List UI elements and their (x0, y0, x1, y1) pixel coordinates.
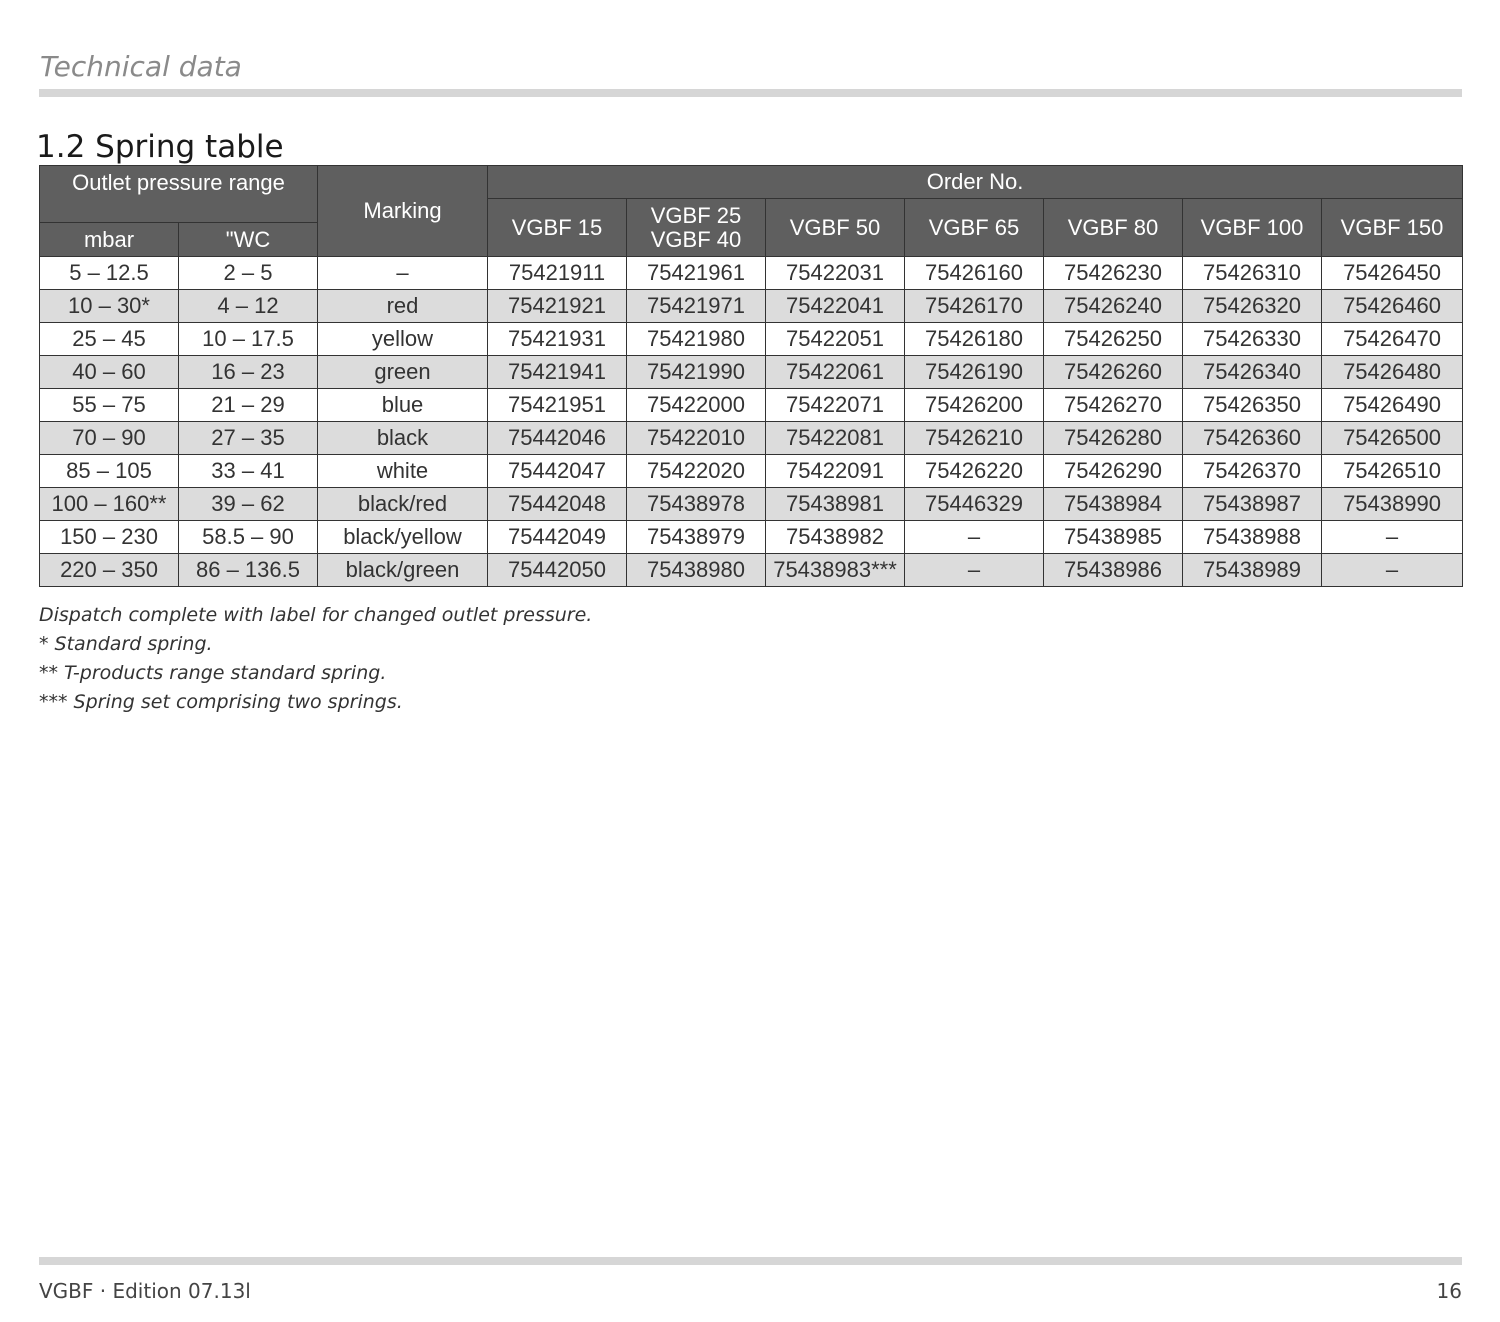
table-cell: 86 – 136.5 (179, 554, 318, 587)
table-cell: 39 – 62 (179, 488, 318, 521)
table-cell: 75421980 (627, 323, 766, 356)
table-cell: 75426280 (1044, 422, 1183, 455)
table-cell: 75426490 (1322, 389, 1463, 422)
table-cell: 75442050 (488, 554, 627, 587)
table-row (40, 521, 1463, 554)
table-cell: – (905, 521, 1044, 554)
table-cell: 75421941 (488, 356, 627, 389)
table-cell: 16 – 23 (179, 356, 318, 389)
table-cell: 75438984 (1044, 488, 1183, 521)
table-row (40, 356, 1463, 389)
table-cell: 75426340 (1183, 356, 1322, 389)
table-row (40, 290, 1463, 323)
table-cell: – (318, 257, 488, 290)
table-cell: 2 – 5 (179, 257, 318, 290)
marking-header: Marking (318, 166, 488, 257)
table-cell: 75422081 (766, 422, 905, 455)
table-cell: 75426470 (1322, 323, 1463, 356)
table-cell: yellow (318, 323, 488, 356)
table-cell: 75438985 (1044, 521, 1183, 554)
table-row (40, 257, 1463, 290)
table-cell: 75422010 (627, 422, 766, 455)
table-cell: 75438988 (1183, 521, 1322, 554)
table-cell: 75446329 (905, 488, 1044, 521)
table-cell: black (318, 422, 488, 455)
table-cell: 75438987 (1183, 488, 1322, 521)
table-row (40, 389, 1463, 422)
table-cell: 75438986 (1044, 554, 1183, 587)
table-cell: black/red (318, 488, 488, 521)
table-row (40, 422, 1463, 455)
table-cell: black/green (318, 554, 488, 587)
table-cell: 21 – 29 (179, 389, 318, 422)
table-cell: 75442048 (488, 488, 627, 521)
table-cell: – (1322, 521, 1463, 554)
table-cell: 75422000 (627, 389, 766, 422)
table-cell: 5 – 12.5 (40, 257, 179, 290)
model-header: VGBF 100 (1183, 199, 1322, 257)
table-cell: 75438980 (627, 554, 766, 587)
table-cell: 75426240 (1044, 290, 1183, 323)
table-cell: 10 – 17.5 (179, 323, 318, 356)
table-cell: 75426200 (905, 389, 1044, 422)
page-number: 16 (1436, 1279, 1462, 1303)
table-cell: green (318, 356, 488, 389)
table-cell: 75426260 (1044, 356, 1183, 389)
footnote-t-products: ** T-products range standard spring. (39, 662, 387, 684)
table-cell: blue (318, 389, 488, 422)
table-row (40, 488, 1463, 521)
table-cell: 75426480 (1322, 356, 1463, 389)
mbar-header: mbar (40, 223, 179, 257)
section-title: Technical data (40, 50, 242, 83)
model-header: VGBF 80 (1044, 199, 1183, 257)
footer-edition: VGBF · Edition 07.13l (39, 1279, 251, 1303)
table-cell: 75426270 (1044, 389, 1183, 422)
table-cell: 75421990 (627, 356, 766, 389)
table-cell: 75421961 (627, 257, 766, 290)
table-cell: 75426180 (905, 323, 1044, 356)
table-cell: 75438982 (766, 521, 905, 554)
table-cell: 75426370 (1183, 455, 1322, 488)
table-cell: 75426190 (905, 356, 1044, 389)
wc-header: "WC (179, 223, 318, 257)
bottom-divider (39, 1257, 1462, 1265)
table-cell: 75421921 (488, 290, 627, 323)
table-cell: black/yellow (318, 521, 488, 554)
table-cell: 75426460 (1322, 290, 1463, 323)
table-cell: 100 – 160** (40, 488, 179, 521)
table-cell: 70 – 90 (40, 422, 179, 455)
table-cell: – (905, 554, 1044, 587)
table-cell: 220 – 350 (40, 554, 179, 587)
table-cell: – (1322, 554, 1463, 587)
table-cell: 75426330 (1183, 323, 1322, 356)
table-cell: 75438989 (1183, 554, 1322, 587)
spring-table (39, 165, 1463, 587)
table-cell: 75422091 (766, 455, 905, 488)
model-header: VGBF 150 (1322, 199, 1463, 257)
table-cell: 85 – 105 (40, 455, 179, 488)
model-header: VGBF 25 VGBF 40 (627, 199, 766, 257)
order-no-header: Order No. (488, 166, 1463, 199)
table-cell: 75426310 (1183, 257, 1322, 290)
table-cell: 75438983*** (766, 554, 905, 587)
table-cell: 75426450 (1322, 257, 1463, 290)
table-cell: white (318, 455, 488, 488)
table-cell: 75426320 (1183, 290, 1322, 323)
top-divider (39, 89, 1462, 97)
table-cell: 75422051 (766, 323, 905, 356)
table-row (40, 455, 1463, 488)
table-cell: 75442049 (488, 521, 627, 554)
table-cell: red (318, 290, 488, 323)
table-cell: 4 – 12 (179, 290, 318, 323)
table-cell: 75442046 (488, 422, 627, 455)
table-cell: 75421951 (488, 389, 627, 422)
table-cell: 75426350 (1183, 389, 1322, 422)
table-cell: 40 – 60 (40, 356, 179, 389)
table-cell: 75422031 (766, 257, 905, 290)
table-cell: 75438981 (766, 488, 905, 521)
table-cell: 75438978 (627, 488, 766, 521)
table-cell: 75421971 (627, 290, 766, 323)
footnote-dispatch: Dispatch complete with label for changed outlet pressure. (39, 604, 593, 626)
table-cell: 58.5 – 90 (179, 521, 318, 554)
table-cell: 75422041 (766, 290, 905, 323)
table-cell: 75422071 (766, 389, 905, 422)
table-cell: 55 – 75 (40, 389, 179, 422)
table-cell: 75438990 (1322, 488, 1463, 521)
table-cell: 75421931 (488, 323, 627, 356)
table-row (40, 554, 1463, 587)
table-cell: 75426230 (1044, 257, 1183, 290)
model-header: VGBF 50 (766, 199, 905, 257)
table-cell: 75426500 (1322, 422, 1463, 455)
table-cell: 75426290 (1044, 455, 1183, 488)
table-cell: 10 – 30* (40, 290, 179, 323)
table-cell: 75426360 (1183, 422, 1322, 455)
table-row (40, 323, 1463, 356)
table-cell: 75426210 (905, 422, 1044, 455)
table-cell: 75426220 (905, 455, 1044, 488)
model-header: VGBF 15 (488, 199, 627, 257)
table-cell: 75426510 (1322, 455, 1463, 488)
table-cell: 75438979 (627, 521, 766, 554)
table-cell: 27 – 35 (179, 422, 318, 455)
page-heading: 1.2 Spring table (36, 128, 284, 165)
table-cell: 25 – 45 (40, 323, 179, 356)
model-header: VGBF 65 (905, 199, 1044, 257)
table-cell: 75426250 (1044, 323, 1183, 356)
table-cell: 75422061 (766, 356, 905, 389)
table-cell: 33 – 41 (179, 455, 318, 488)
outlet-pressure-header: Outlet pressure range (40, 166, 318, 223)
footnotes (39, 601, 592, 717)
footnote-spring-set: *** Spring set comprising two springs. (39, 691, 403, 713)
table-cell: 150 – 230 (40, 521, 179, 554)
table-cell: 75421911 (488, 257, 627, 290)
footnote-standard-spring: * Standard spring. (39, 633, 213, 655)
table-cell: 75426160 (905, 257, 1044, 290)
table-cell: 75442047 (488, 455, 627, 488)
table-cell: 75422020 (627, 455, 766, 488)
table-cell: 75426170 (905, 290, 1044, 323)
